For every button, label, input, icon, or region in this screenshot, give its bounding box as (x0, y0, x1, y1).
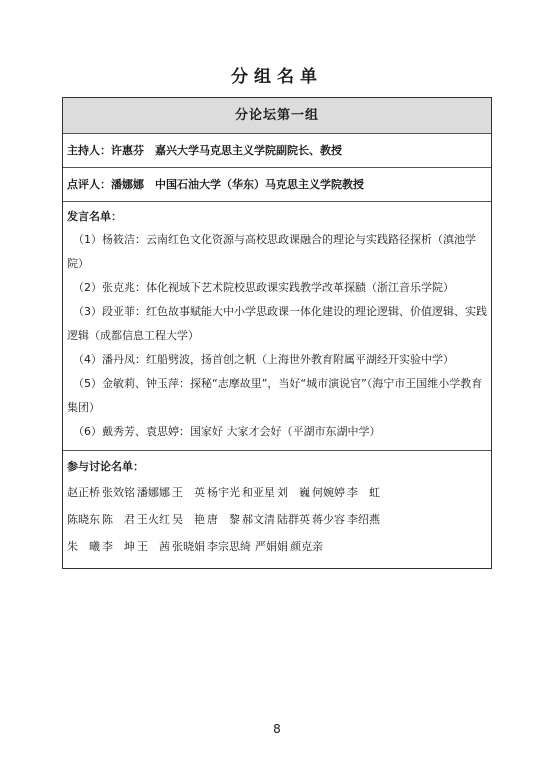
group-table (62, 97, 492, 569)
participants-label: 参与讨论名单： (67, 460, 144, 473)
participants-line (67, 533, 487, 560)
speaker-item: （3）段亚菲：红色故事赋能大中小学思政课一体化建设的理论逻辑、价值逻辑、实践逻辑（成都信息工程大学） (67, 305, 487, 342)
participant-name: 颜克亲 (290, 540, 323, 553)
participant-name: 朱 曦 (67, 540, 100, 553)
participant-name: 陈晓东 (67, 513, 100, 526)
speaker-item: （1）杨筱洁：云南红色文化资源与高校思政课融合的理论与实践路径探析（滇池学院） (67, 233, 476, 270)
participant-name: 陆群英 (277, 513, 310, 526)
participant-name: 何婉婷 (312, 486, 345, 499)
participant-name: 王 英 (172, 486, 205, 499)
group-header: 分论坛第一组 (63, 98, 491, 134)
participant-name: 严娟娟 (255, 540, 288, 553)
participant-name: 吴 艳 (172, 513, 205, 526)
participant-name: 和亚星 (242, 486, 275, 499)
participant-name: 王 茜 (137, 540, 170, 553)
participant-name: 张效铭 (102, 486, 135, 499)
participant-name: 李 虹 (347, 486, 380, 499)
speaker-item: （2）张克兆：体化视域下艺术院校思政课实践教学改革探赜（浙江音乐学院） (73, 281, 454, 294)
participants-line (67, 479, 487, 506)
page-title: 分组名单 (231, 67, 323, 87)
participant-name: 唐 黎 (207, 513, 240, 526)
host-label: 主持人： (67, 144, 111, 157)
participant-name: 李宗思绮 (207, 540, 251, 553)
participant-name: 李 坤 (102, 540, 135, 553)
reviewer-value: 潘娜娜 中国石油大学（华东）马克思主义学院教授 (111, 178, 364, 191)
participant-name: 郝文清 (242, 513, 275, 526)
speakers-label: 发言名单： (67, 210, 122, 223)
participant-name: 刘 巍 (277, 486, 310, 499)
participant-name: 赵正桥 (67, 486, 100, 499)
participant-name: 张晓娟 (172, 540, 205, 553)
speaker-item: （4）潘丹凤：红船劈波，扬首创之帆（上海世外教育附属平湖经开实验中学） (73, 353, 454, 366)
participant-name: 潘娜娜 (137, 486, 170, 499)
reviewer-row (63, 168, 491, 202)
participants-line (67, 506, 487, 533)
participant-name: 王火红 (137, 513, 170, 526)
participants-section (63, 451, 491, 568)
reviewer-label: 点评人： (67, 178, 111, 191)
speaker-item: （5）金敏莉、钟玉萍：探秘“志摩故里”，当好“城市演说官”（海宁市王国维小学教育集团） (67, 377, 483, 414)
host-value: 许惠芬 嘉兴大学马克思主义学院副院长、教授 (111, 144, 342, 157)
host-row (63, 134, 491, 168)
page-number: 8 (273, 722, 281, 736)
participant-name: 杨宇光 (207, 486, 240, 499)
participant-name: 蒋少容 (312, 513, 345, 526)
speaker-item: （6）戴秀芳、袁思婷：国家好 大家才会好（平湖市东湖中学） (73, 425, 381, 438)
participant-name: 李绍燕 (347, 513, 380, 526)
speakers-section (63, 202, 491, 451)
participant-name: 陈 君 (102, 513, 135, 526)
